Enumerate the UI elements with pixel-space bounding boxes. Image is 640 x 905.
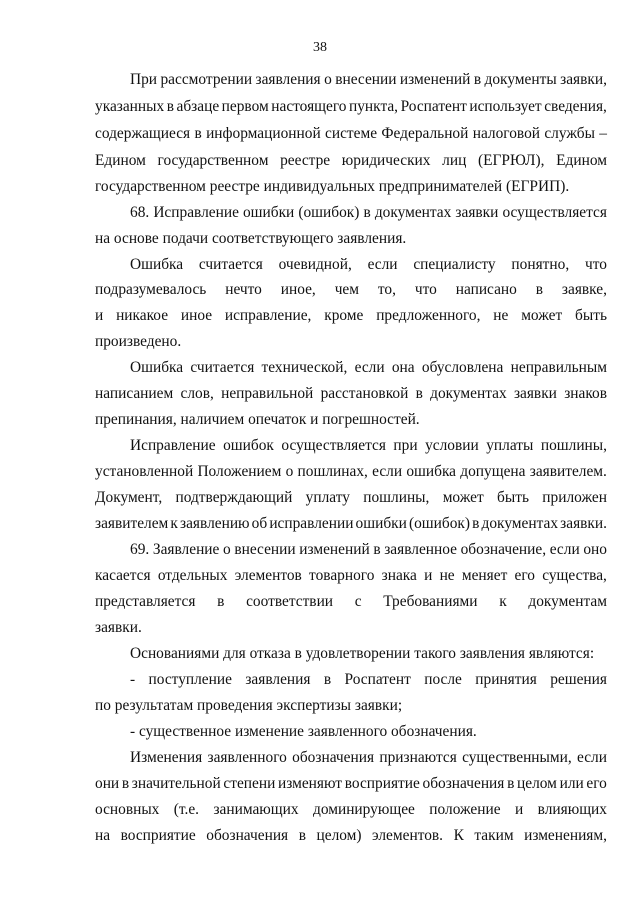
word: к [499, 593, 507, 610]
word: Изменения [130, 749, 203, 766]
word: целом [517, 775, 557, 792]
word: основных [95, 801, 160, 818]
word: существа, [542, 567, 607, 584]
word: нечто [225, 281, 262, 298]
word: исправлении [269, 515, 354, 532]
word: доминирующее [312, 801, 415, 818]
word: пункта, [349, 98, 399, 115]
word: представляется [95, 593, 196, 610]
word: заявленное [384, 541, 457, 558]
word: слов, [180, 385, 214, 402]
word: Едином [556, 152, 607, 169]
word: элементов [234, 567, 302, 584]
word: - [130, 671, 136, 688]
word: заявки, [560, 71, 607, 88]
word: знака [381, 567, 417, 584]
word: быть [497, 489, 529, 506]
word: содержащиеся [95, 125, 191, 142]
text-line [95, 462, 607, 482]
word: иное [180, 307, 213, 324]
word: Исправление [153, 204, 239, 221]
word: пошлины, [363, 489, 430, 506]
word: информационной [206, 125, 321, 142]
word: налоговой [472, 125, 540, 142]
word: считается [198, 256, 263, 273]
word: они [95, 775, 120, 792]
text-line [130, 70, 607, 90]
word: специалисту [413, 256, 496, 273]
word: изменениям, [524, 827, 607, 844]
word: заявлению [180, 515, 250, 532]
word: на [95, 827, 111, 844]
word: после [424, 671, 462, 688]
word: исправление, [224, 307, 312, 324]
word: (ошибок) [408, 515, 471, 532]
word: элементов. [372, 827, 444, 844]
word: абзаце [176, 98, 220, 115]
word: системе [325, 125, 378, 142]
word: положение [429, 801, 501, 818]
word: пошлины, [540, 437, 607, 454]
text-line [130, 203, 607, 223]
word: осуществляется [281, 437, 386, 454]
word: Ошибка [130, 359, 184, 376]
word: о [223, 541, 231, 558]
word: соответствии [246, 593, 334, 610]
word: понятно, [511, 256, 570, 273]
word: документам [528, 593, 607, 610]
text-line [95, 826, 607, 846]
word: степени [223, 775, 276, 792]
word: технической, [261, 359, 348, 376]
word: в [298, 827, 306, 844]
word: К [453, 827, 464, 844]
word: если [367, 256, 398, 273]
word: внесении [234, 541, 296, 558]
word: изменений [299, 541, 370, 558]
word: сведения, [544, 98, 607, 115]
word: первом [221, 98, 269, 115]
word: целом) [316, 827, 362, 844]
word: Документ, [95, 489, 163, 506]
text-line [95, 97, 607, 117]
word: очевидной, [278, 256, 352, 273]
word: обозначения [206, 827, 289, 844]
word: лиц [442, 152, 467, 169]
word: касается [95, 567, 151, 584]
word: в [194, 125, 202, 142]
word: Федеральной [381, 125, 469, 142]
word: службы [544, 125, 595, 142]
word: в [121, 775, 130, 792]
word: Роспатент [344, 671, 411, 688]
word: обозначение, [460, 541, 547, 558]
word: считается [190, 359, 255, 376]
word: подразумевалось [95, 281, 207, 298]
word: что [414, 281, 437, 298]
word: заявки [455, 204, 499, 221]
word: в [473, 71, 482, 88]
text-line [95, 488, 607, 508]
word: (т.е. [173, 801, 200, 818]
text-line [130, 436, 607, 456]
word: настоящего [271, 98, 347, 115]
word: решения [550, 671, 607, 688]
word: в [217, 593, 225, 610]
word: в [415, 385, 423, 402]
text-line: государственном реестре индивидуальных предпринимателей (ЕГРИП). [95, 178, 570, 195]
text-line: по результатам проведения экспертизы заявки; [95, 697, 403, 714]
word: если [577, 749, 607, 766]
word: и [514, 801, 524, 818]
word: если [372, 463, 403, 480]
word: предложенного, [376, 307, 481, 324]
word: значительной [131, 775, 221, 792]
text-line [95, 151, 607, 171]
word: признаются [379, 749, 457, 766]
word: не [439, 567, 455, 584]
word: допущена [460, 463, 526, 480]
word: написанием [95, 385, 174, 402]
word: обусловлена [421, 359, 504, 376]
word: может [442, 489, 484, 506]
text-line [95, 384, 607, 404]
word: она [391, 359, 415, 376]
word: иное, [280, 281, 316, 298]
text-line: на основе подачи соответствующего заявления. [95, 230, 407, 247]
word: кроме [324, 307, 364, 324]
text-line [130, 358, 607, 378]
word: занимающих [213, 801, 299, 818]
word: документах [430, 385, 507, 402]
word: в [535, 281, 544, 298]
text-line: заявки. [95, 619, 142, 636]
word: изменяют [278, 775, 343, 792]
text-line [95, 306, 607, 326]
word: заявки [513, 385, 557, 402]
text-line [95, 124, 607, 144]
text-line [95, 566, 607, 586]
word: к [170, 515, 178, 532]
word: (ЕГРЮЛ), [478, 152, 545, 169]
word: заявителем. [529, 463, 607, 480]
word: восприятие [344, 775, 420, 792]
word: принятия [475, 671, 537, 688]
word: меняет [461, 567, 508, 584]
word: или [559, 775, 584, 792]
word: – [599, 125, 607, 142]
word: заявки. [560, 515, 607, 532]
word: Едином [95, 152, 146, 169]
word: ошибок [223, 437, 274, 454]
word: и [424, 567, 433, 584]
word: уплаты [486, 437, 534, 454]
text-line [95, 800, 607, 820]
word: документы [484, 71, 557, 88]
word: Роспатент [400, 98, 467, 115]
word: влияющих [537, 801, 607, 818]
word: подтверждающий [175, 489, 293, 506]
word: если [354, 359, 385, 376]
word: документах [481, 515, 559, 532]
word: заявителем [95, 515, 169, 532]
word: При [130, 71, 158, 88]
word: расстановкой [320, 385, 409, 402]
word: что [584, 256, 607, 273]
word: ошибки [355, 515, 407, 532]
word: неправильным [510, 359, 607, 376]
text-line: - существенное изменение заявленного обозначения. [130, 723, 477, 740]
word: осуществляется [502, 204, 607, 221]
word: и [95, 307, 104, 324]
word: таким [474, 827, 514, 844]
word: никакое [116, 307, 169, 324]
word: обозначения [292, 749, 375, 766]
word: условии [425, 437, 479, 454]
word: быть [575, 307, 607, 324]
word: об [251, 515, 268, 532]
word: знаков [564, 385, 607, 402]
word: то, [377, 281, 396, 298]
word: уплату [305, 489, 350, 506]
text-line [95, 514, 607, 534]
text-line: произведено. [95, 333, 182, 350]
text-line [95, 280, 607, 300]
word: в [323, 671, 332, 688]
text-line [130, 748, 607, 768]
word: реестре [280, 152, 331, 169]
word: пошлинах, [297, 463, 368, 480]
word: отдельных [157, 567, 228, 584]
word: документах [374, 204, 452, 221]
word: в [166, 98, 174, 115]
word: ошибка [406, 463, 457, 480]
word: (ошибок) [298, 204, 360, 221]
word: 68. [130, 204, 150, 221]
word: заявления [245, 671, 311, 688]
text-line [95, 774, 607, 794]
word: Требованиями [383, 593, 478, 610]
word: Заявление [152, 541, 220, 558]
word: Исправление [130, 437, 216, 454]
text-line [95, 592, 607, 612]
text-line: Основаниями для отказа в удовлетворении такого заявления являются: [130, 645, 595, 662]
word: восприятие [120, 827, 196, 844]
word: если [549, 541, 580, 558]
word: обозначения [422, 775, 505, 792]
word: заявленного [207, 749, 287, 766]
word: в [373, 541, 381, 558]
word: о [285, 463, 294, 480]
word: указанных [95, 98, 165, 115]
word: написано [455, 281, 517, 298]
word: оно [583, 541, 607, 558]
word: может [521, 307, 563, 324]
word: заявке, [561, 281, 607, 298]
word: юридических [341, 152, 431, 169]
word: изменений [399, 71, 471, 88]
word: ошибки [242, 204, 295, 221]
word: в [472, 515, 480, 532]
word: его [514, 567, 535, 584]
text-line [130, 670, 607, 690]
text-line [130, 540, 607, 560]
word: рассмотрении [160, 71, 253, 88]
word: заявления [255, 71, 321, 88]
word: приложен [542, 489, 607, 506]
word: не [493, 307, 509, 324]
word: чем [334, 281, 359, 298]
word: существенными, [462, 749, 572, 766]
word: при [393, 437, 418, 454]
word: Положением [197, 463, 282, 480]
word: о [324, 71, 332, 88]
text-line: препинания, наличием опечаток и погрешностей. [95, 411, 420, 428]
word: его [586, 775, 607, 792]
page-number: 38 [313, 40, 327, 55]
word: товарного [309, 567, 375, 584]
word: с [354, 593, 362, 610]
word: неправильной [221, 385, 314, 402]
word: установленной [95, 463, 194, 480]
word: 69. [130, 541, 150, 558]
word: в [363, 204, 371, 221]
text-line [130, 255, 607, 275]
word: поступление [148, 671, 232, 688]
word: Ошибка [130, 256, 184, 273]
word: внесении [335, 71, 397, 88]
word: государственном [157, 152, 269, 169]
word: использует [469, 98, 542, 115]
word: в [507, 775, 515, 792]
